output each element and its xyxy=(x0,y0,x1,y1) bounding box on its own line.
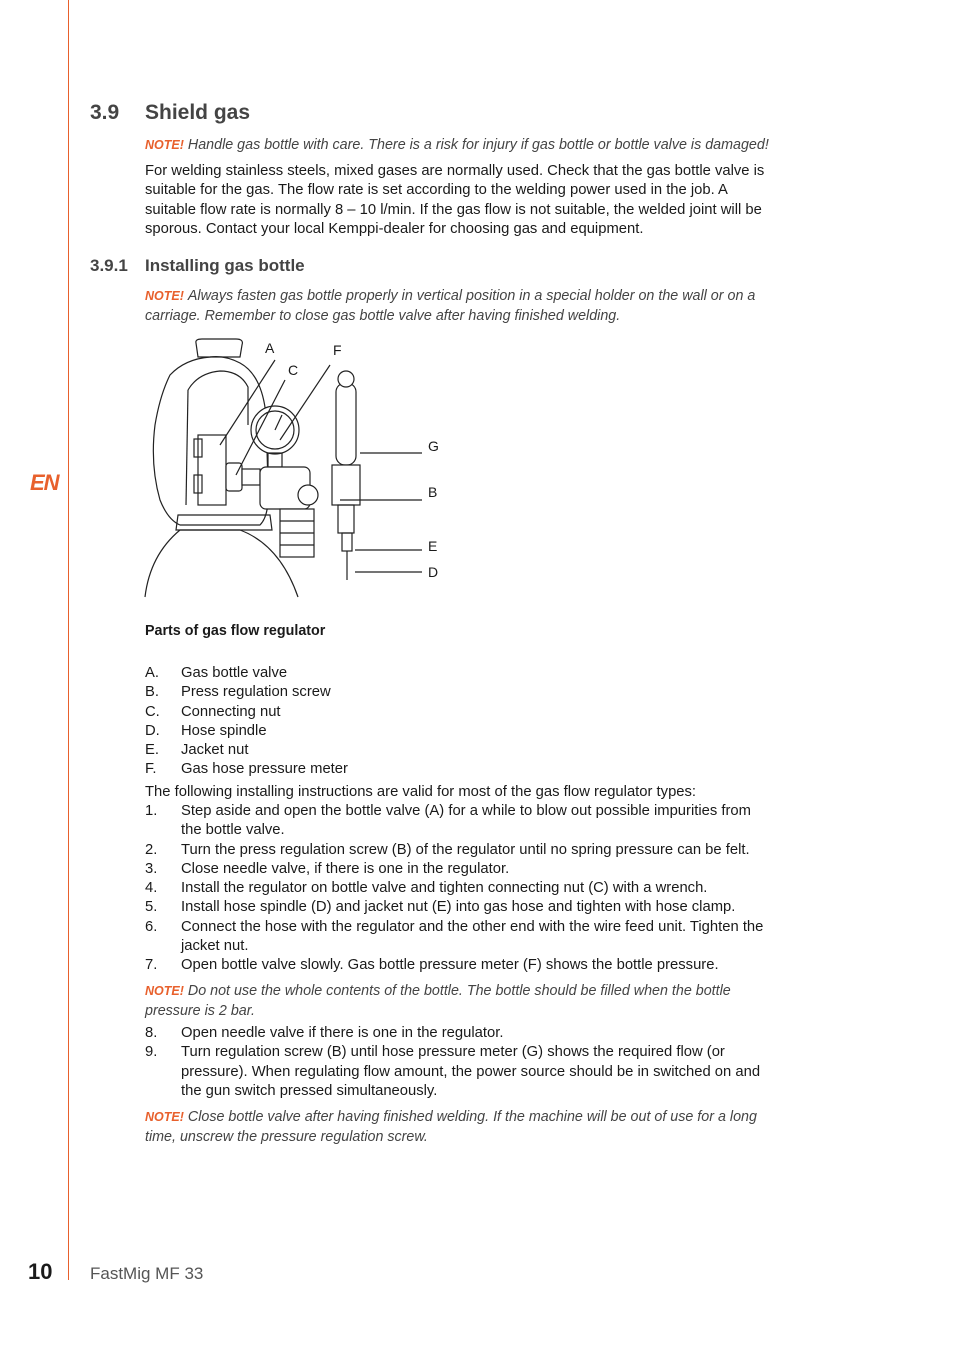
list-item: B. Press regulation screw xyxy=(145,684,331,701)
list-item: 3. Close needle valve, if there is one in the regulator. xyxy=(145,860,510,877)
list-item: 7. Open bottle valve slowly. Gas bottle pressure meter (F) shows the bottle pressure. xyxy=(145,957,719,974)
label-e: E xyxy=(428,538,438,554)
page-number: 10 xyxy=(28,1259,53,1284)
label-d: D xyxy=(428,564,439,580)
label-f: F xyxy=(333,342,342,358)
margin-rule xyxy=(68,0,69,1280)
note-text: Do not use the whole contents of the bottle. The bottle should be filled when the bottle pressure is 2 bar. xyxy=(145,983,731,1019)
note-text: Always fasten gas bottle properly in vertical position in a special holder on the wall or on a carriage. Remember to close gas bottle valve after having finished welding. xyxy=(145,288,756,324)
subsection-heading xyxy=(90,256,305,276)
subsection-title: Installing gas bottle xyxy=(145,256,305,275)
label-c: C xyxy=(288,362,299,378)
language-tab: EN xyxy=(30,470,59,495)
label-b: B xyxy=(428,484,438,500)
installation-steps-continued xyxy=(145,1024,775,1101)
list-item: 2. Turn the press regulation screw (B) of the regulator until no spring pressure can be felt. xyxy=(145,841,750,858)
list-item: 6. Connect the hose with the regulator and the other end with the wire feed unit. Tighten the jacket nut. xyxy=(145,918,764,955)
instructions-intro: The following installing instructions are valid for most of the gas flow regulator types: xyxy=(145,784,697,800)
subsection-number: 3.9.1 xyxy=(90,256,128,275)
list-item: 1. Step aside and open the bottle valve (A) for a while to blow out possible impurities from the bottle valve. xyxy=(145,803,751,839)
note-tag: NOTE! xyxy=(145,289,184,303)
note-tag: NOTE! xyxy=(145,1110,184,1124)
list-item: C. Connecting nut xyxy=(145,703,281,720)
list-item: F. Gas hose pressure meter xyxy=(145,761,348,778)
list-item: 4. Install the regulator on bottle valve and tighten connecting nut (C) with a wrench. xyxy=(145,880,708,897)
parts-list xyxy=(145,664,775,780)
note-tag: NOTE! xyxy=(145,138,184,152)
section-heading xyxy=(90,101,250,125)
list-item: 9. Turn regulation screw (B) until hose pressure meter (G) shows the required flow (or pressure). When regulating flow amount, the power source should be in switched on and the gun switch pressed simultaneously. xyxy=(145,1044,761,1099)
list-item: 8. Open needle valve if there is one in the regulator. xyxy=(145,1025,504,1041)
note-tag: NOTE! xyxy=(145,984,184,998)
figure-caption: Parts of gas flow regulator xyxy=(145,623,326,639)
label-a: A xyxy=(265,340,275,356)
note-fasten-bottle xyxy=(145,287,775,326)
installation-steps xyxy=(145,802,775,976)
label-g: G xyxy=(428,438,439,454)
product-name: FastMig MF 33 xyxy=(90,1264,204,1283)
section-number: 3.9 xyxy=(90,101,120,124)
shield-gas-paragraph: For welding stainless steels, mixed gases are normally used. Check that the gas bottle valve is suitable for the gas. The flow rate is set according to the welding power used in the job. A suitable flow rate is normally 8 – 10 l/min. If the gas flow is not suitable, the welded joint will be sporous. Contact your local Kemppi-dealer for choosing gas and equipment. xyxy=(145,163,765,237)
list-item: D. Hose spindle xyxy=(145,722,267,739)
list-item: A. Gas bottle valve xyxy=(145,665,288,681)
list-item: 5. Install hose spindle (D) and jacket nut (E) into gas hose and tighten with hose clamp. xyxy=(145,899,736,916)
note-close-valve xyxy=(145,1108,775,1147)
note-text: Close bottle valve after having finished welding. If the machine will be out of use for a long time, unscrew the pressure regulation screw. xyxy=(145,1109,757,1145)
list-item: E. Jacket nut xyxy=(145,742,249,759)
note-text: Handle gas bottle with care. There is a risk for injury if gas bottle or bottle valve is damaged! xyxy=(187,137,769,153)
section-title: Shield gas xyxy=(145,101,251,124)
note-bottle-contents xyxy=(145,982,775,1021)
note-handle-with-care xyxy=(145,136,775,156)
